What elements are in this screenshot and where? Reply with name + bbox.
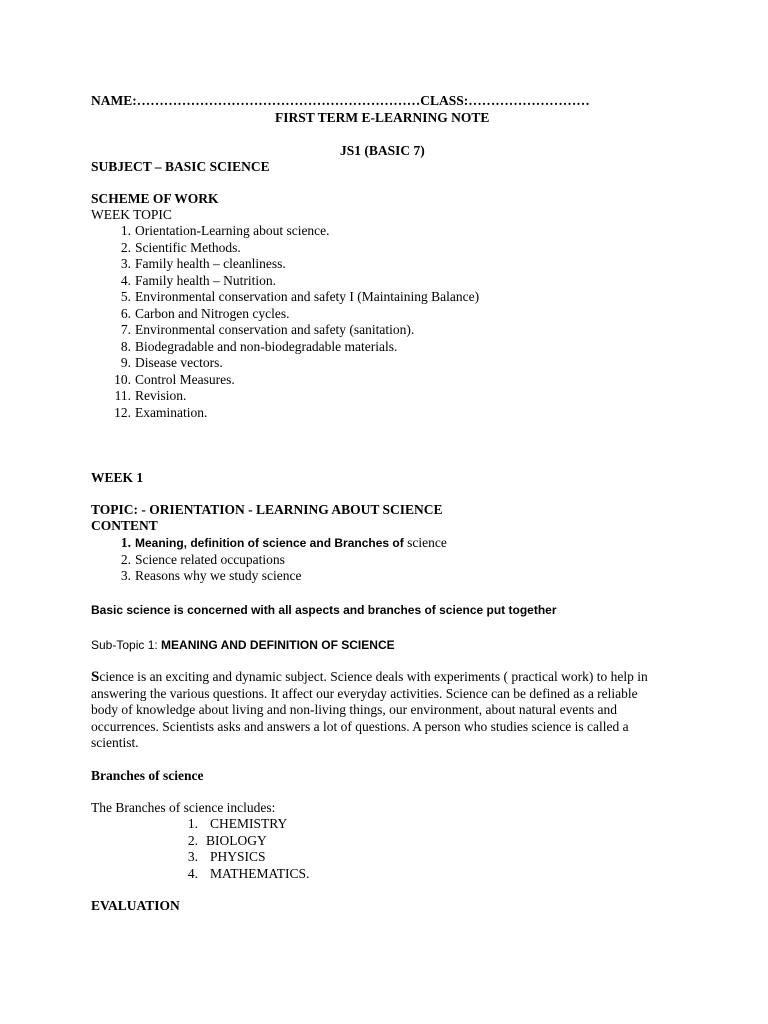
topic-heading: TOPIC: - ORIENTATION - LEARNING ABOUT SCIENCE xyxy=(91,502,443,517)
definition-paragraph xyxy=(91,669,681,752)
paragraph-line: body of knowledge about living and non-living things, our environment, about natural events and xyxy=(91,702,618,717)
subject-heading: SUBJECT – BASIC SCIENCE xyxy=(91,159,270,174)
subtopic-title: MEANING AND DEFINITION OF SCIENCE xyxy=(161,638,395,652)
intro-statement: Basic science is concerned with all aspects and branches of science put together xyxy=(91,603,557,617)
document-title: FIRST TERM E-LEARNING NOTE xyxy=(275,110,490,125)
content-heading: CONTENT xyxy=(91,518,158,533)
paragraph-line: scientist. xyxy=(91,735,139,750)
class-code: JS1 (BASIC 7) xyxy=(340,143,425,158)
branches-intro: The Branches of science includes: xyxy=(91,800,276,815)
paragraph-line: answering the various questions. It affect our everyday activities. Science can be defined as a reliable xyxy=(91,685,638,701)
paragraph-line: occurrences. Scientists asks and answers a lot of questions. A person who studies science is called a xyxy=(91,718,629,734)
name-class-line: NAME:………………………………………………………CLASS:……………………… xyxy=(91,93,590,108)
scheme-heading: SCHEME OF WORK xyxy=(91,191,219,206)
subtopic-heading xyxy=(91,637,395,653)
evaluation-heading: EVALUATION xyxy=(91,898,180,913)
subtopic-prefix: Sub-Topic 1: xyxy=(91,638,162,652)
scheme-columns: WEEK TOPIC xyxy=(91,207,172,222)
paragraph-line: Science is an exciting and dynamic subject. Science deals with experiments ( practical work) to help in xyxy=(91,669,648,685)
branches-heading: Branches of science xyxy=(91,768,204,783)
drop-letter: S xyxy=(91,669,100,685)
document-page: NAME:………………………………………………………CLASS:……………………… FIRST TERM E-LEARNING NOTE JS1 (BASIC 7) SUBJECT – BASIC SCIENCE SCHEME OF WORK WEEK TOPIC 1. Orientation-Learning about science. 2. Scientific Methods. 3. Family health – cleanliness. 4. Family health – Nutrition. 5. Environmental conservation and safety I (Maintaining Balance) 6. Carbon and Nitrogen cycles. 7. Environmental conservation and safety (sanitation). 8. Biodegradable and non-biodegradable materials. 9. Disease vectors. 10. Control Measures. 11. Revision. 12. Examination. WEEK 1 TOPIC: - ORIENTATION - LEARNING ABOUT SCIENCE CONTENT 1. Meaning, definition of science and Branches of science 2. Science related occupations 3. Reasons why we study science Basic science is concerned with all aspects and branches of science put together Sub-Topic 1: MEANING AND DEFINITION OF SCIENCE Science is an exciting and dynamic subject. Science deals with experiments ( practical work) to help in answering the various questions. It affect our everyday activities. Science can be defined as a reliable body of knowledge about living and non-living things, our environment, about natural events and occurrences. Scientists asks and answers a lot of questions. A person who studies science is called a scientist. Branches of science The Branches of science includes: 1. CHEMISTRY 2. BIOLOGY 3. PHYSICS 4. MATHEMATICS. EVALUATION xyxy=(0,0,768,1024)
week-heading: WEEK 1 xyxy=(91,470,144,485)
